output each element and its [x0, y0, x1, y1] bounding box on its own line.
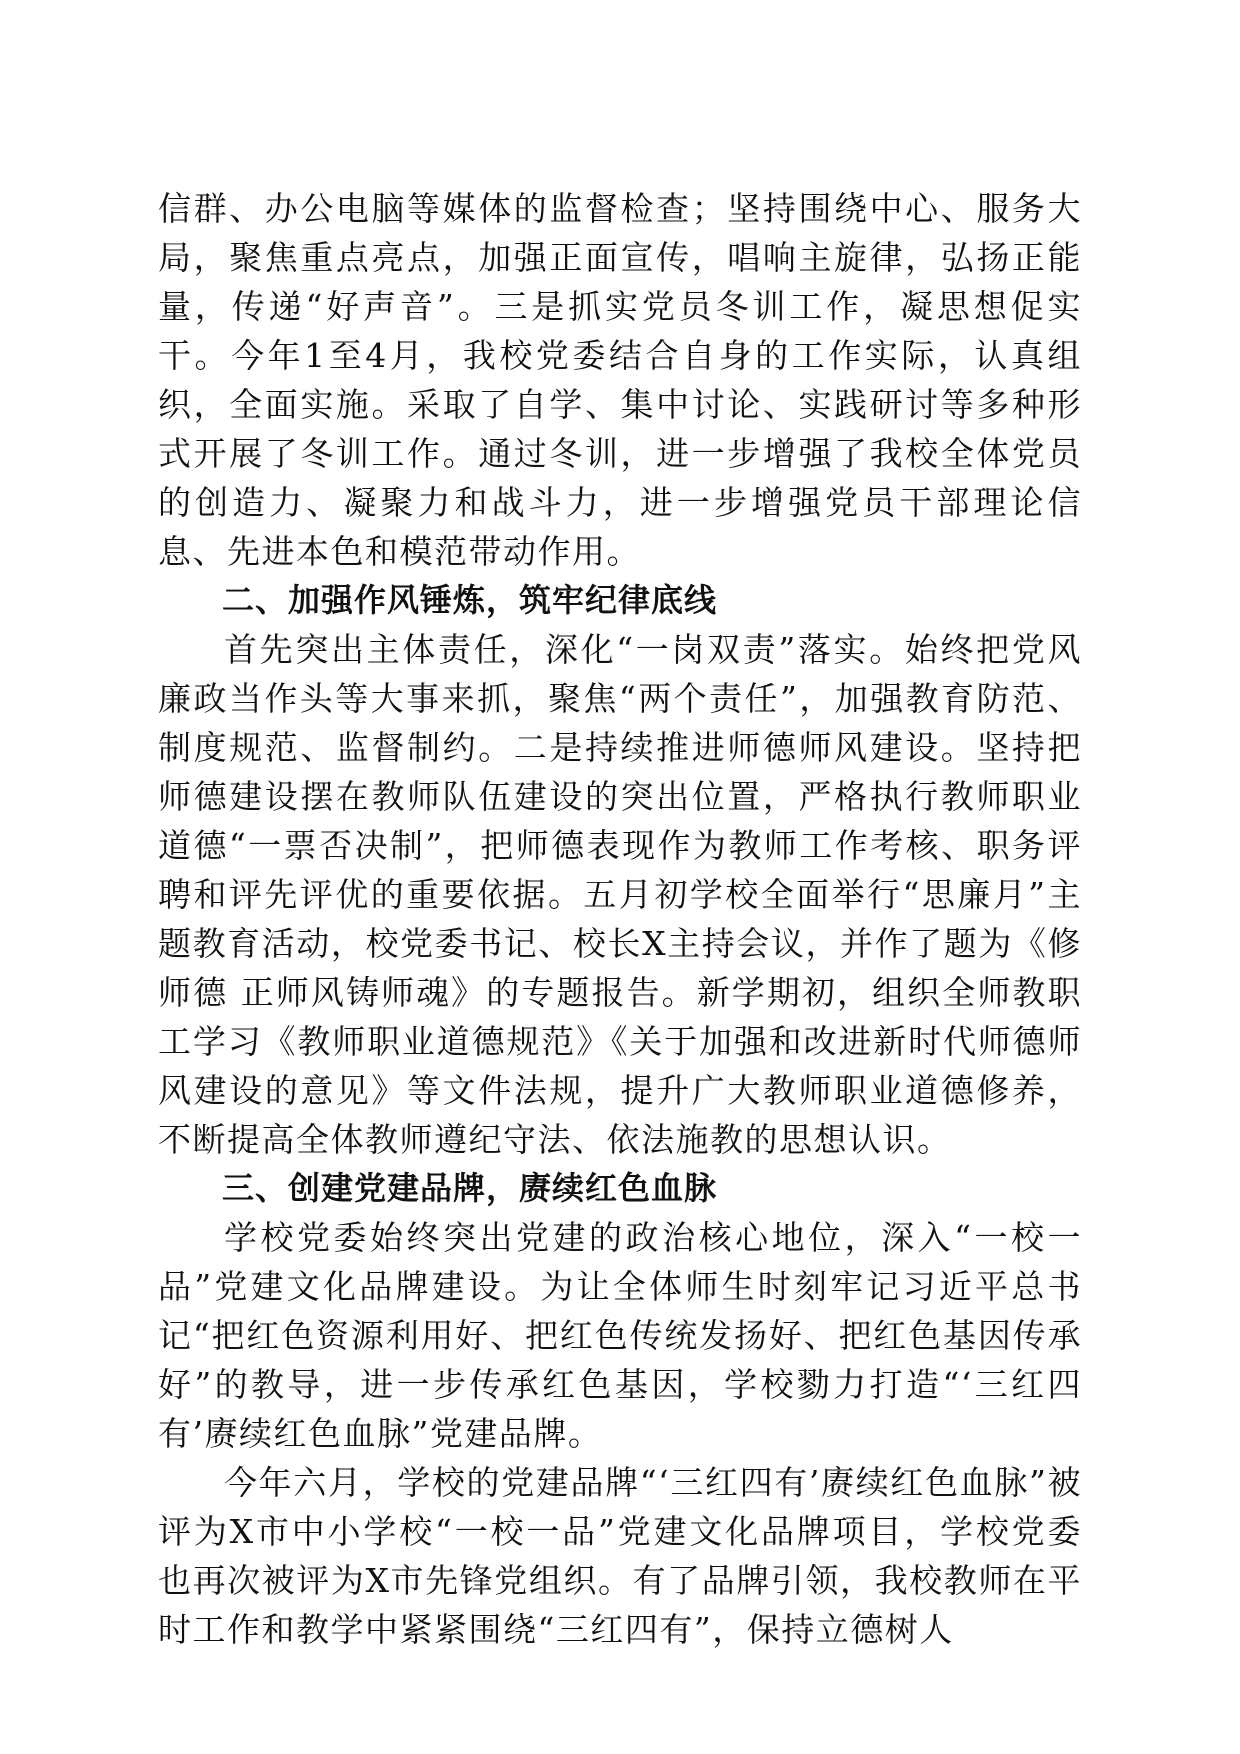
paragraph-party-brand: 学校党委始终突出党建的政治核心地位，深入“一校一品”党建文化品牌建设。为让全体师生时刻牢记习近平总书记“把红色资源利用好、把红色传统发扬好、把红色基因传承好”的教导，进一步传承红色基因，学校勠力打造“‘三红四有’赓续红色血脉”党建品牌。 — [158, 1218, 1082, 1453]
section-heading-2: 二、加强作风锤炼，筑牢纪律底线 — [222, 581, 718, 619]
section-heading-3: 三、创建党建品牌，赓续红色血脉 — [222, 1169, 718, 1207]
paragraph-discipline: 首先突出主体责任，深化“一岗双责”落实。始终把党风廉政当作头等大事来抓，聚焦“两个责任”，加强教育防范、制度规范、监督制约。二是持续推进师德师风建设。坚持把师德建设摆在教师队伍建设的突出位置，严格执行教师职业道德“一票否决制”，把师德表现作为教师工作考核、职务评聘和评先评优的重要依据。五月初学校全面举行“思廉月”主题教育活动，校党委书记、校长X主持会议，并作了题为《修师德 正师风铸师魂》的专题报告。新学期初，组织全师教职工学习《教师职业道德规范》《关于加强和改进新时代师德师风建设的意见》等文件法规，提升广大教师职业道德修养，不断提高全体教师遵纪守法、依法施教的思想认识。 — [158, 630, 1082, 1159]
document-body — [158, 184, 1082, 1654]
paragraph-media-supervision: 信群、办公电脑等媒体的监督检查；坚持围绕中心、服务大局，聚焦重点亮点，加强正面宣传，唱响主旋律，弘扬正能量，传递“好声音”。三是抓实党员冬训工作，凝思想促实干。今年1至4月，我校党委结合自身的工作实际，认真组织，全面实施。采取了自学、集中讨论、实践研讨等多种形式开展了冬训工作。通过冬训，进一步增强了我校全体党员的创造力、凝聚力和战斗力，进一步增强党员干部理论信息、先进本色和模范带动作用。 — [158, 189, 1082, 571]
paragraph-brand-award: 今年六月，学校的党建品牌“‘三红四有’赓续红色血脉”被评为X市中小学校“一校一品”党建文化品牌项目，学校党委也再次被评为X市先锋党组织。有了品牌引领，我校教师在平时工作和教学中紧紧围绕“三红四有”，保持立德树人 — [158, 1463, 1082, 1649]
